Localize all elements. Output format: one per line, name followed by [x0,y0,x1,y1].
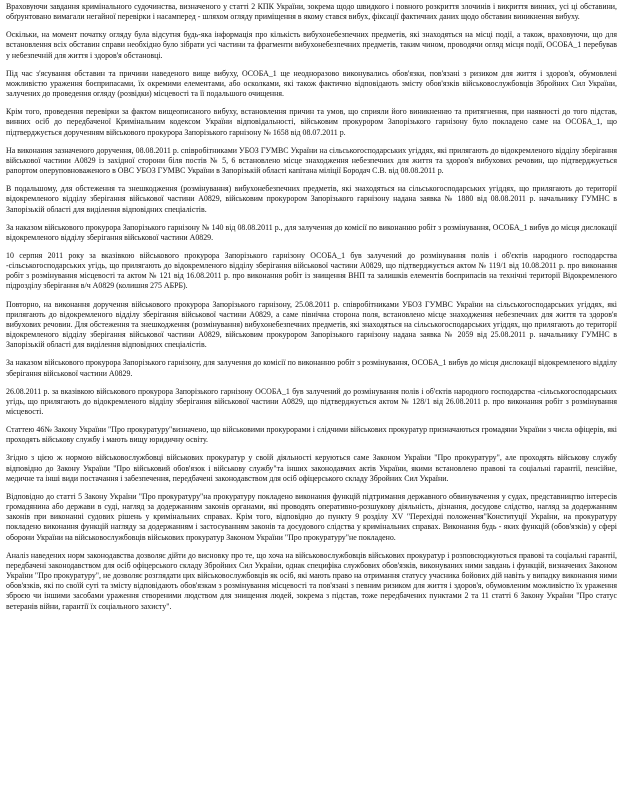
paragraph-6: В подальшому, для обстеження та знешкодження (розмінування) вибухонебезпечних предметів, які знаходяться на сільськогосподарських угіддях, що прилягають до території відокремленого відділу зберігання військової частини А0829, військовим прокурором Запорізького гарнізону надана заявка № 1880 від 08.08.2011 р. начальнику ГУМНС в Запорізькій області для виділення відповідних спеціалістів. [6,184,617,214]
paragraph-13: Згідно з цією ж нормою військовослужбовці військових прокуратур у своїй діяльності керуються саме Законом України "Про прокуратуру", але проходять військову службу відповідно до Закону України "Про військовий обов'язок і військову службу"та інших законодавчих актів України, якими встановлено правові та соціальні гарантії, пенсійне, медичне та інші види постачання і забезпечення, передбачені законодавством для осіб офіцерського складу Збройних Сил України. [6,453,617,483]
paragraph-2: Оскільки, на момент початку огляду була відсутня будь-яка інформація про кількість вибухонебезпечних предметів, які знаходяться на місці події, а також, враховуючи, що для встановлення всіх обставин справи необхідно було зібрати усі частини та фрагменти вибухонебезпечних предметів, таким чином, проводячи огляд місця події, ОСОБА_1 перебував у небезпечній для життя і здоров'я обстановці. [6,30,617,60]
paragraph-8: 10 серпня 2011 року за вказівкою військового прокурора Запорізького гарнізону ОСОБА_1 був залучений до розмінування полів і об'єктів народного господарства -сільськогосподарських угідь, що прилягають до відокремленого відділу зберігання військової частини А0829, що підтверджується актом № 119/1 від 10.08.2011 р. про виконання робіт з розмінування місцевості та актом № 121 від 16.08.2011 р. про виконання робіт із знищення ВНП та залишків елементів боєприпасів на технічні території Відокремленого підрозділу зберігання в/ч А0829 (колишня 275 АБРБ). [6,250,617,291]
paragraph-11: 26.08.2011 р. за вказівкою військового прокурора Запорізького гарнізону ОСОБА_1 був залучений до розмінування полів і об'єктів народного господарства -сільськогосподарських угідь, що прилягають до відокремленого відділу зберігання військової частини А0829, що підтверджується актом № 128/1 від 26.08.2011 р. про виконання робіт з розмінування місцевості. [6,386,617,416]
paragraph-10: За наказом військового прокурора Запорізького гарнізону, для залучення до комісії по виконанню робіт з розмінування, ОСОБА_1 вибув до місця дислокації відокремленого відділу зберігання військової частини А0829. [6,358,617,378]
paragraph-14: Відповідно до статті 5 Закону України "Про прокуратуру"на прокуратуру покладено виконання функцій підтримання державного обвинувачення у судах, представництво інтересів громадянина або держави в суді, нагляд за додержанням законів органами, які проводять оперативно-розшукову діяльність, дізнання, досудове слідство, нагляд за додержанням законів при виконанні судових рішень у кримінальних справах. Крім того, відповідно до пункту 9 розділу XV "Перехідні положення"Конституції України, на прокуратуру покладено виконання функцій нагляду за додержанням і застосуванням законів та досудового слідства у кримінальних справах. Виконання будь - яких функцій (обов'язків) у сфері оборони України на військовослужбовців військових прокуратур Законом України "Про прокуратуру"не покладено. [6,491,617,542]
paragraph-7: За наказом військового прокурора Запорізького гарнізону № 140 від 08.08.2011 р., для залучення до комісії по виконанню робіт з розмінування, ОСОБА_1 вибув до місця дислокації відокремленого відділу зберігання військової частини А0829. [6,222,617,242]
paragraph-9: Повторно, на виконання доручення військового прокурора Запорізького гарнізону, 25.08.2011 р. співробітниками УБОЗ ГУМВС України на сільськогосподарських угіддях, які прилягають до відокремленого відділу зберігання військової частини А0829, а саме північна сторона поля, встановлено місце знаходження небезпечних для життя та здоров'я вибухових речовин. Для обстеження та знешкодження (розмінування) вибухонебезпечних предметів, які знаходяться на сільськогосподарських угіддях, що прилягають до території відокремленого відділу зберігання військової частини А0829, військовим прокурором Запорізького гарнізону надана заявка № 2059 від 25.08.2011 р. начальнику ГУМНС в Запорізькій області для виділення відповідних спеціалістів. [6,299,617,350]
paragraph-12: Статтею 46№ Закону України "Про прокуратуру"визначено, що військовими прокурорами і слідчими військових прокуратур призначаються громадяни України з числа офіцерів, які проходять військову службу і мають вищу юридичну освіту. [6,425,617,445]
paragraph-1: Враховуючи завдання кримінального судочинства, визначеного у статті 2 КПК України, зокрема щодо швидкого і повного розкриття злочинів і викриття винних, усі ці обставини, обґрунтовано вимагали негайної перевірки і насамперед - шляхом огляду приміщення в якому стався вибух, фіксації фактичних даних щодо обставин виникнення вибуху. [6,2,617,22]
paragraph-5: На виконання зазначеного доручення, 08.08.2011 р. співробітниками УБОЗ ГУМВС України на сільськогосподарських угіддях, які прилягають до відокремленого відділу зберігання військової частини А0829 із західної сторони біля постів № 5, 6 встановлено місце знаходження небезпечних для життя та здоров'я вибухових речовин, що підтверджується рапортом оперуповноваженого в ОВС УБОЗ ГУМВС України в Запорізькій області капітана міліції Бородач С.В. від 08.08.2011 р. [6,145,617,176]
paragraph-3: Під час з'ясування обставин та причини наведеного вище вибуху, ОСОБА_1 ще неодноразово виконувались обов'язки, пов'язані з ризиком для життя і здоров'я, обумовлені можливістю ураження боєприпасами, їх окремими елементами, або осколками, які також фактично відповідають змісту обов'язків військовослужбовців Збройних Сил України, залучених до проведення огляду (розвідки) місцевості та її подальшого очищення. [6,68,617,99]
paragraph-15: Аналіз наведених норм законодавства дозволяє дійти до висновку про те, що хоча на військовослужбовців військових прокуратур і розповсюджуються правові та соціальні гарантії, передбачені законодавством для осіб офіцерського складу Збройних Сил України, однак специфіка службових обов'язків, виконуваних ними завдань і функцій, визначених Законом України "Про прокуратуру", не дозволяє розглядати цих військовослужбовців як осіб, які мають право на отримання статусу учасника бойових дій навіть у випадку виконання ними обов'язків, які по своїй суті та змісту відповідають обов'язкам з розмінування місцевості та пов'язані з певним ризиком для життя і здоров'я, обумовленим можливістю їх ураження зброєю чи іншими засобами ураження створеними людством для знищення людей, зокрема з підстав, тоже передбачених пунктами 2 та 11 статті 6 Закону України "Про статус ветеранів війни, гарантії їх соціального захисту". [6,550,617,611]
paragraph-4: Крім того, проведення перевірки за фактом вищеописаного вибуху, встановлення причин та умов, що сприяли його виникненню та притягнення, при наявності до того підстав, винних осіб до передбаченої Кримінальним кодексом України відповідальності, військовим прокурором Запорізького гарнізону було покладено саме на ОСОБА_1, що підтверджується дорученням військового прокурора Запорізького гарнізону № 1658 від 08.07.2011 р. [6,107,617,137]
